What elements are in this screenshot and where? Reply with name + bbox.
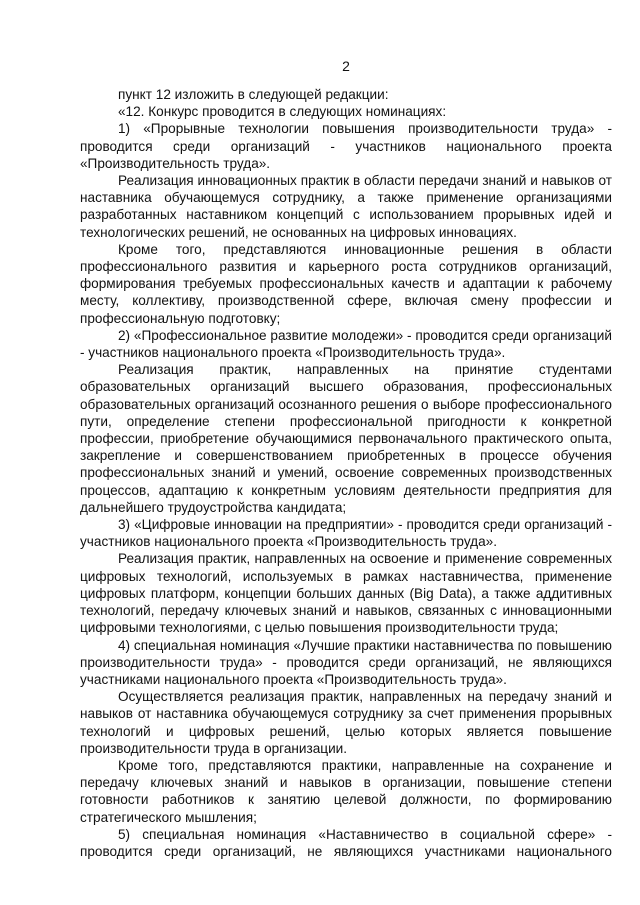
paragraph-nomination-3: 3) «Цифровые инновации на предприятии» - проводится среди организаций - участников национального проекта «Производительность труда». [80,517,612,550]
paragraph-item-12-heading: «12. Конкурс проводится в следующих номинациях: [118,104,447,120]
paragraph-nomination-4-description: Осуществляется реализация практик, направленных на передачу знаний и навыков от наставника обучающемуся сотруднику за счет применения прорывных технологий и цифровых решений, целью которых является повышение производительности труда в организации. [80,689,612,756]
paragraph-intro: пункт 12 изложить в следующей редакции: [118,87,389,102]
paragraph-nomination-1-addition: Кроме того, представляются инновационные решения в области профессионального развития и карьерного роста сотрудников организаций, формирования требуемых профессиональных качеств и адаптации к рабочему месту, коллективу, производственной сфере, включая смену профессии и профессиональную подготовку; [80,241,612,326]
paragraph-nomination-2-description: Реализация практик, направленных на принятие студентами образовательных организаций высшего образования, профессиональных образовательных организаций осознанного решения о выборе профессионального пути, определение степени профессиональной пригодности к конкретной профессии, приобретение обучающимися первоначального практического опыта, закрепление и совершенствованием приобретенных в процессе обучения профессиональных знаний и умений, освоение современных производственных процессов, адаптацию к конкретным условиям деятельности предприятия для дальнейшего трудоустройства кандидата; [80,362,612,515]
paragraph-nomination-2: 2) «Профессиональное развитие молодежи» - проводится среди организаций - участников национального проекта «Производительность труда». [80,327,612,361]
paragraph-nomination-5: 5) специальная номинация «Наставничество в социальной сфере» - проводится среди организаций, не являющихся участниками национального [80,826,612,859]
paragraph-nomination-4: 4) специальная номинация «Лучшие практики наставничества по повышению производительности труда» - проводится среди организаций, не являющихся участниками национального проекта «Производительность труда». [80,637,612,687]
paragraph-nomination-3-description: Реализация практик, направленных на освоение и применение современных цифровых технологий, используемых в рамках наставничества, применение цифровых платформ, концепции больших данных (Big Data), а также аддитивных технологий, передачу ключевых знаний и навыков, связанных с инновационными цифровыми технологиями, с целью повышения производительности труда; [80,551,612,636]
paragraph-nomination-1-description: Реализация инновационных практик в области передачи знаний и навыков от наставника обучающемуся сотруднику, а также применение организациями разработанных наставником концепций с использованием прорывных идей и технологических решений, не основанных на цифровых инновациях. [80,173,612,240]
document-body [80,86,612,860]
paragraph-nomination-4-addition: Кроме того, представляются практики, направленные на сохранение и передачу ключевых знаний и навыков в организации, повышение степени готовности работников к занятию целевой должности, по формированию стратегического мышления; [80,757,612,825]
page-number: 2 [342,58,350,74]
paragraph-nomination-1: 1) «Прорывные технологии повышения производительности труда» - проводится среди организаций - участников национального проекта «Производительность труда». [80,121,612,171]
